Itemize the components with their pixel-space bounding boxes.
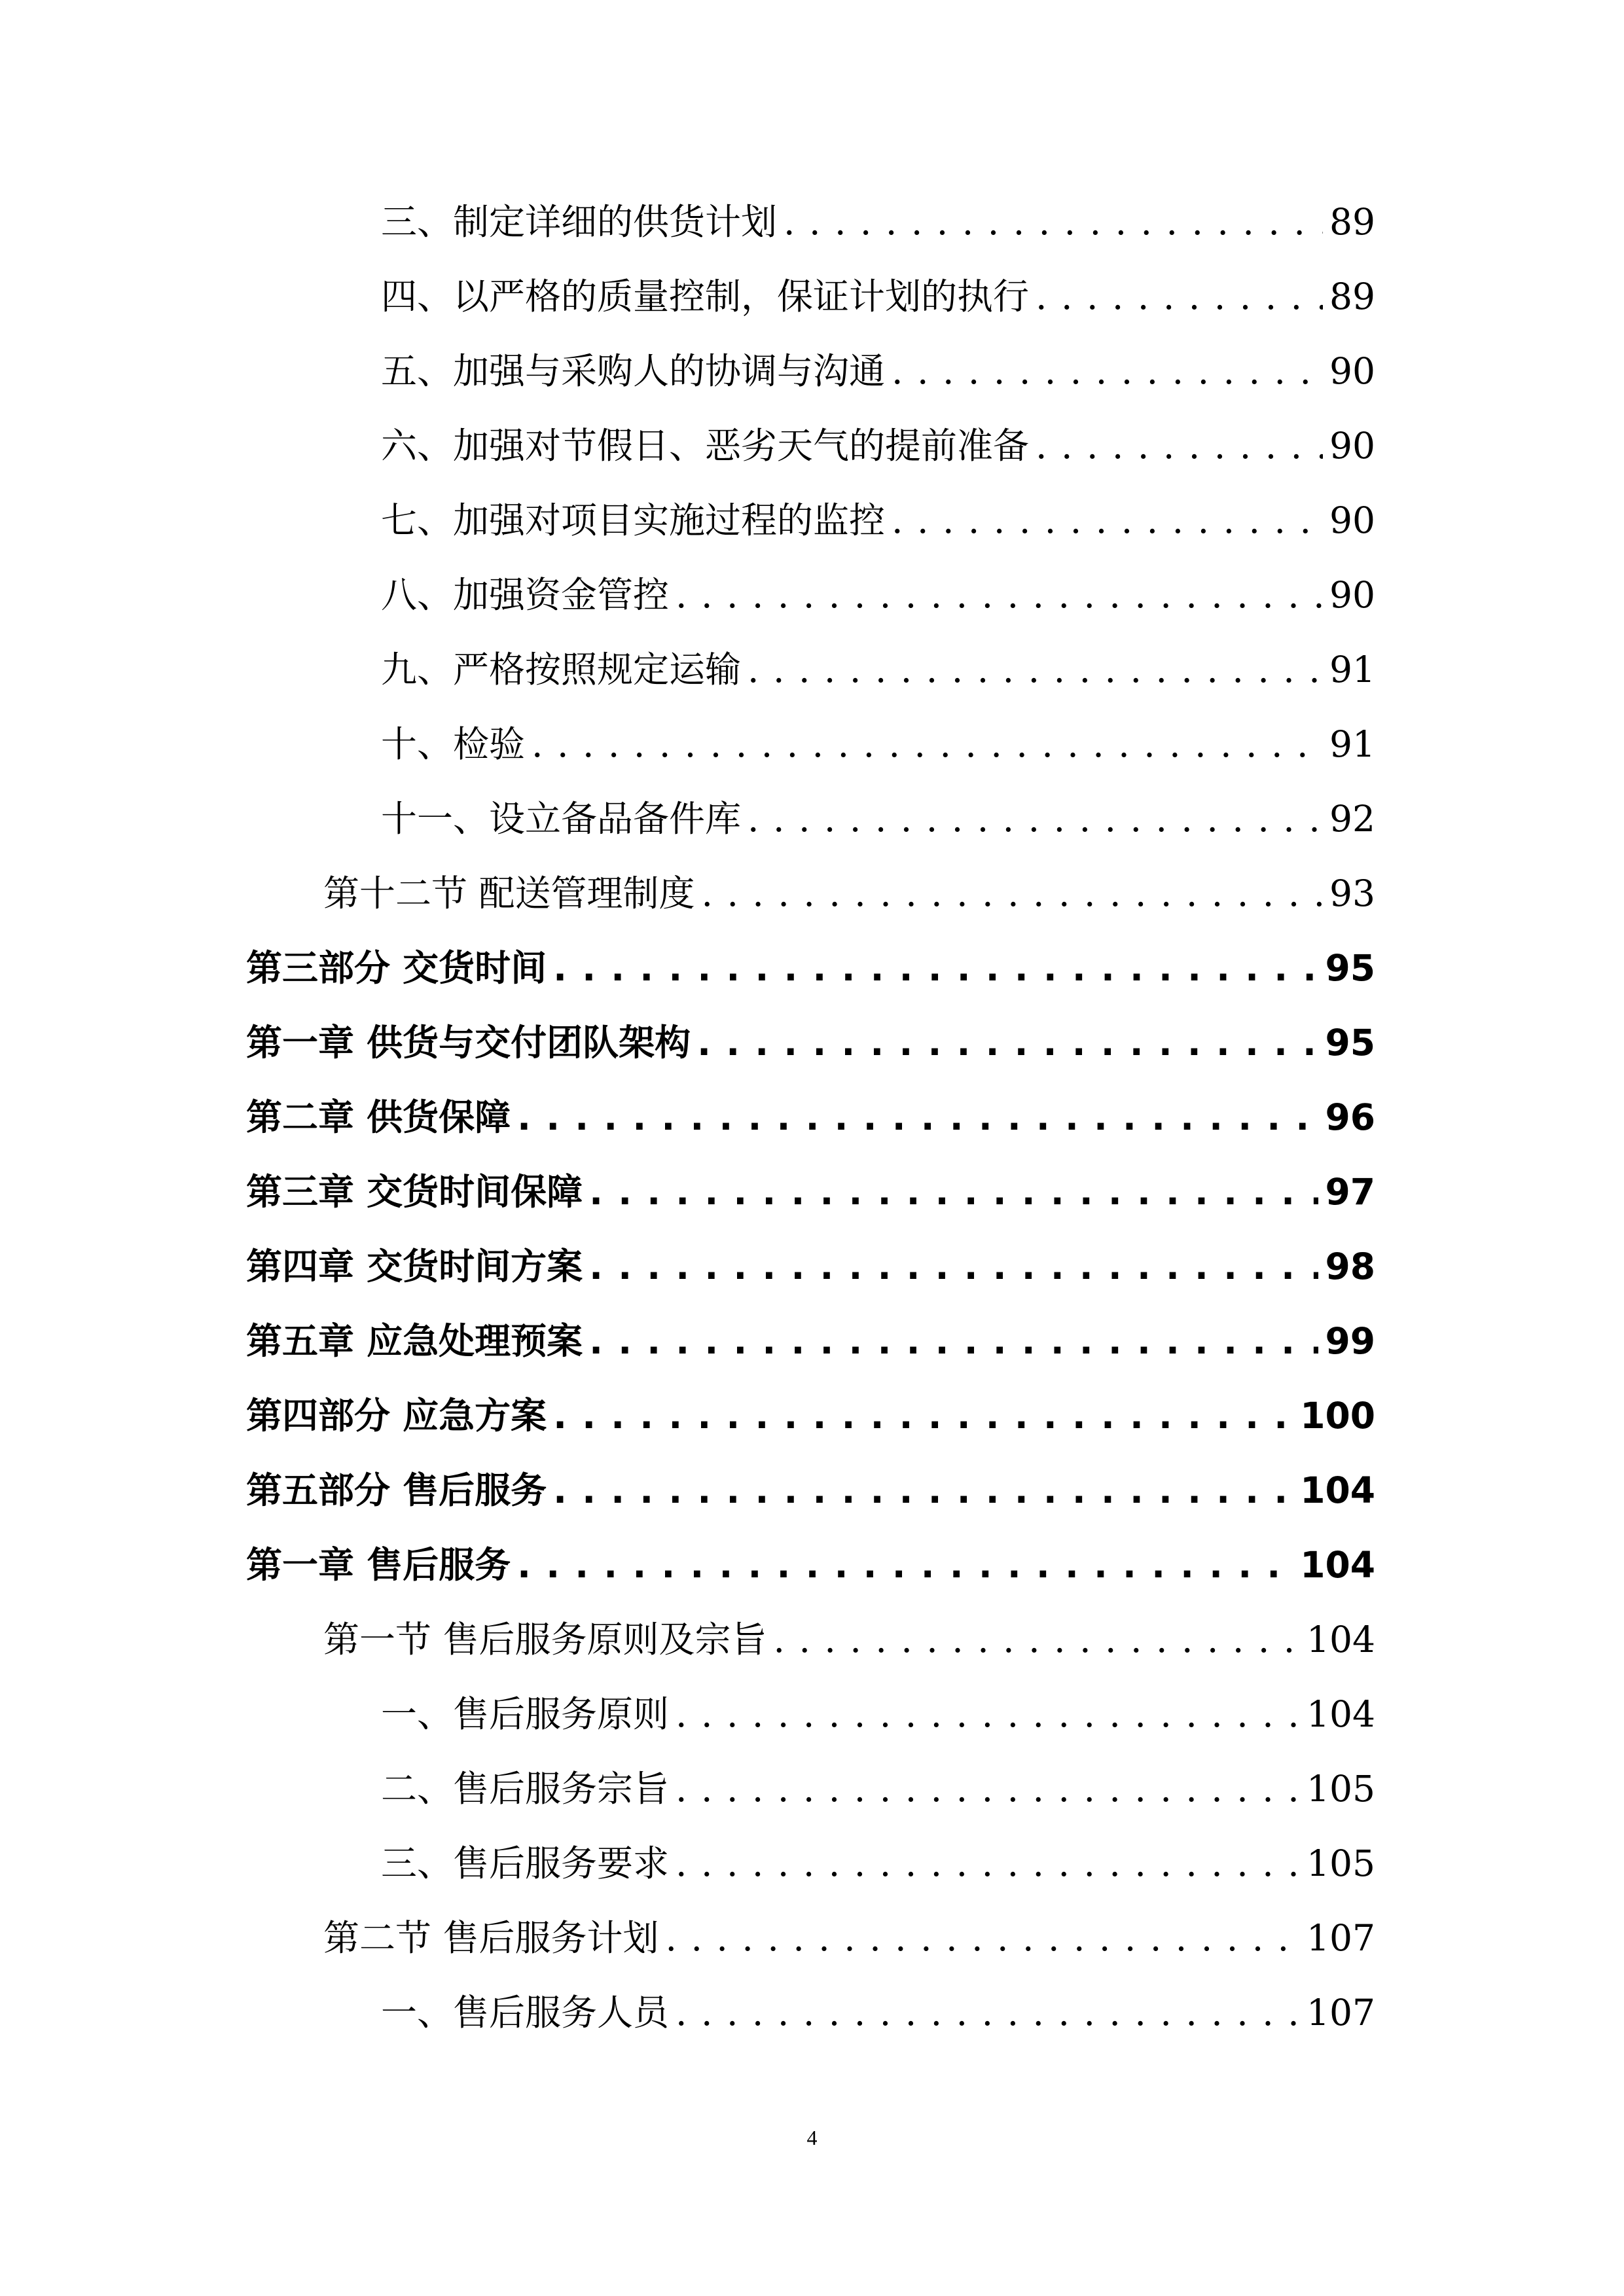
toc-entry-title: 第一节 售后服务原则及宗旨 — [323, 1619, 767, 1660]
toc-entry-title: 第五部分 售后服务 — [246, 1469, 547, 1511]
toc-entry-page: 104 — [1300, 1469, 1375, 1511]
toc-entry[interactable] — [246, 1528, 1375, 1602]
toc-entry[interactable] — [381, 185, 1375, 259]
dot-leader — [553, 1378, 1293, 1453]
toc-entry-page: 97 — [1325, 1171, 1375, 1213]
page-number: 4 — [806, 2126, 818, 2149]
dot-leader — [773, 1602, 1300, 1677]
dot-leader — [589, 1155, 1318, 1229]
toc-entry-title: 一、售后服务原则 — [381, 1693, 670, 1735]
toc-entry-title: 六、加强对节假日、恶劣天气的提前准备 — [381, 425, 1030, 467]
toc-entry[interactable] — [246, 1005, 1375, 1080]
dot-leader — [676, 1826, 1300, 1901]
dot-leader — [676, 1677, 1300, 1751]
toc-entry-title: 第四部分 应急方案 — [246, 1395, 547, 1437]
toc-entry[interactable] — [381, 1975, 1375, 2050]
toc-entry-page: 89 — [1329, 276, 1375, 317]
toc-entry-title: 一、售后服务人员 — [381, 1992, 670, 2034]
toc-entry-page: 90 — [1329, 574, 1375, 616]
toc-entry-title: 第三章 交货时间保障 — [246, 1171, 583, 1213]
dot-leader — [784, 185, 1323, 259]
toc-entry[interactable] — [323, 1602, 1375, 1677]
toc-entry-page: 96 — [1325, 1096, 1375, 1138]
toc-entry-title: 七、加强对项目实施过程的监控 — [381, 499, 886, 541]
toc-entry-title: 第二章 供货保障 — [246, 1096, 511, 1138]
toc-entry[interactable] — [381, 334, 1375, 408]
toc-entry-page: 104 — [1307, 1693, 1375, 1735]
toc-entry-page: 99 — [1325, 1320, 1375, 1362]
toc-entry-page: 105 — [1307, 1768, 1375, 1810]
dot-leader — [697, 1005, 1318, 1080]
toc-entry[interactable] — [246, 1453, 1375, 1528]
toc-entry-page: 90 — [1329, 499, 1375, 541]
toc-entry-page: 107 — [1307, 1992, 1375, 2034]
toc-entry-title: 第一章 售后服务 — [246, 1544, 511, 1586]
toc-entry-page: 95 — [1325, 1022, 1375, 1064]
toc-entry[interactable] — [246, 1229, 1375, 1304]
toc-entry-title: 第十二节 配送管理制度 — [323, 872, 695, 914]
toc-entry[interactable] — [246, 931, 1375, 1005]
toc-entry-title: 第一章 供货与交付团队架构 — [246, 1022, 691, 1064]
dot-leader — [517, 1528, 1293, 1602]
dot-leader — [517, 1080, 1318, 1155]
dot-leader — [676, 1751, 1300, 1826]
toc-entry-page: 98 — [1325, 1246, 1375, 1287]
dot-leader — [892, 483, 1323, 558]
dot-leader — [748, 781, 1323, 856]
toc-entry-title: 第五章 应急处理预案 — [246, 1320, 583, 1362]
toc-entry[interactable] — [381, 1677, 1375, 1751]
toc-entry-title: 八、加强资金管控 — [381, 574, 670, 616]
toc-entry[interactable] — [381, 1826, 1375, 1901]
toc-entry-page: 90 — [1329, 425, 1375, 467]
toc-entry-page: 91 — [1329, 723, 1375, 765]
toc-entry-title: 三、制定详细的供货计划 — [381, 201, 778, 243]
toc-entry-title: 十、检验 — [381, 723, 526, 765]
dot-leader — [589, 1304, 1318, 1378]
toc-entry[interactable] — [246, 1155, 1375, 1229]
dot-leader — [701, 856, 1323, 931]
toc-entry[interactable] — [381, 259, 1375, 334]
toc-entry-title: 五、加强与采购人的协调与沟通 — [381, 350, 886, 392]
toc-entry-page: 100 — [1300, 1395, 1375, 1437]
toc-entry-page: 90 — [1329, 350, 1375, 392]
toc-entry-page: 104 — [1300, 1544, 1375, 1586]
toc-entry-page: 92 — [1329, 798, 1375, 840]
dot-leader — [1036, 259, 1323, 334]
toc-entry-page: 105 — [1307, 1842, 1375, 1884]
dot-leader — [553, 1453, 1293, 1528]
toc-entry-title: 九、严格按照规定运输 — [381, 649, 742, 691]
toc-entry[interactable] — [381, 781, 1375, 856]
toc-entry[interactable] — [381, 408, 1375, 483]
dot-leader — [892, 334, 1323, 408]
toc-entry-title: 十一、设立备品备件库 — [381, 798, 742, 840]
toc-entry[interactable] — [246, 1378, 1375, 1453]
toc-entry[interactable] — [381, 632, 1375, 707]
toc-entry-title: 四、以严格的质量控制，保证计划的执行 — [381, 276, 1030, 317]
toc-entry-page: 95 — [1325, 947, 1375, 989]
toc-entry-title: 三、售后服务要求 — [381, 1842, 670, 1884]
dot-leader — [676, 1975, 1300, 2050]
dot-leader — [748, 632, 1323, 707]
toc-entry[interactable] — [323, 856, 1375, 931]
toc-entry-page: 89 — [1329, 201, 1375, 243]
toc-entry[interactable] — [381, 558, 1375, 632]
dot-leader — [532, 707, 1323, 781]
toc-entry[interactable] — [381, 707, 1375, 781]
toc-entry[interactable] — [323, 1901, 1375, 1975]
toc-entry-title: 第二节 售后服务计划 — [323, 1917, 659, 1959]
toc-entry[interactable] — [246, 1304, 1375, 1378]
toc-entry-page: 107 — [1307, 1917, 1375, 1959]
toc-entry-title: 第四章 交货时间方案 — [246, 1246, 583, 1287]
dot-leader — [676, 558, 1323, 632]
dot-leader — [1036, 408, 1323, 483]
dot-leader — [665, 1901, 1300, 1975]
dot-leader — [589, 1229, 1318, 1304]
toc-entry-page: 91 — [1329, 649, 1375, 691]
toc-entry-title: 二、售后服务宗旨 — [381, 1768, 670, 1810]
toc-entry-page: 104 — [1307, 1619, 1375, 1660]
toc-entry[interactable] — [381, 1751, 1375, 1826]
toc-entry[interactable] — [246, 1080, 1375, 1155]
dot-leader — [553, 931, 1318, 1005]
toc-entry-page: 93 — [1329, 872, 1375, 914]
toc-entry[interactable] — [381, 483, 1375, 558]
toc-entry-title: 第三部分 交货时间 — [246, 947, 547, 989]
